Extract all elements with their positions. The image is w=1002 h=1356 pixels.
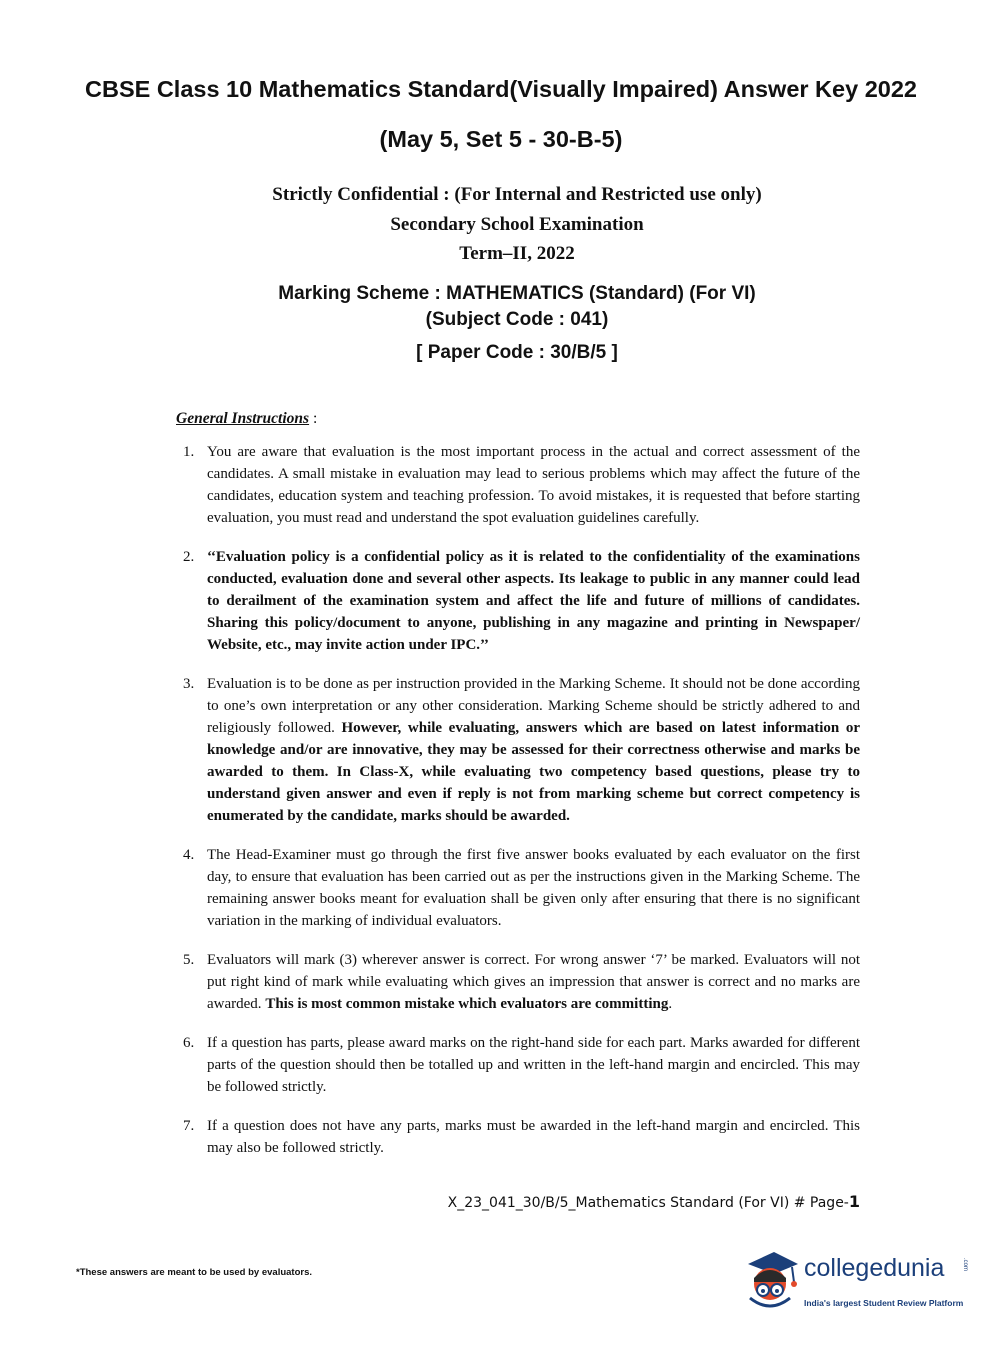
instruction-text: If a question has parts, please award marks on the right-hand side for each part. Marks awarded for different parts of the question should then be totalled up and written in the left-hand margin and encircled. This may be followed strictly. [207, 1035, 860, 1095]
collegedunia-logo-icon [740, 1248, 802, 1310]
instruction-text: You are aware that evaluation is the most important process in the actual and correct assessment of the candidates. A small mistake in evaluation may lead to serious problems which may affect the future of the candidates, education system and teaching profession. To avoid mistakes, it is requested that before starting evaluation, you must read and understand the spot evaluation guidelines carefully. [207, 444, 860, 526]
instruction-text: Evaluation is to be done as per instruction provided in the Marking Scheme. It should not be done according to one’s own interpretation or any other consideration. Marking Scheme should be strictly adhered to and religiously followed. [207, 676, 860, 736]
instruction-number: 2. [183, 549, 195, 565]
paper-code: [ Paper Code : 30/B/5 ] [416, 342, 618, 363]
instruction-text: Evaluators will mark (3) wherever answer is correct. For wrong answer ‘7’ be marked. Evaluators will not put right kind of mark while evaluating which gives an impression that answer is correct and no marks are awarded. [207, 952, 860, 1012]
brand-name: collegedunia [804, 1254, 945, 1282]
brand-domain: .com [962, 1258, 968, 1272]
subject-code: (Subject Code : 041) [425, 309, 609, 330]
instruction-item [176, 673, 860, 827]
instruction-number: 7. [183, 1118, 195, 1134]
instruction-item [176, 1032, 860, 1098]
marking-scheme-block [0, 281, 1002, 333]
instruction-number: 4. [183, 847, 195, 863]
heading-colon: : [309, 410, 318, 427]
instruction-text: If a question does not have any parts, marks must be awarded in the left-hand margin and encircled. This may also be followed strictly. [207, 1118, 860, 1156]
instruction-item [176, 546, 860, 656]
instruction-text-bold: ‘‘Evaluation policy is a confidential policy as it is related to the confidentiality of the examinations conducted, evaluation done and several other aspects. Its leakage to public in any manner could lead to derailment of the examination system and affect the life and future of millions of candidates. Sharing this policy/document to anyone, publishing in any magazine and printing in Newspaper/ Website, etc., may invite action under IPC.’’ [207, 549, 860, 653]
instruction-text: The Head-Examiner must go through the first five answer books evaluated by each evaluator on the first day, to ensure that evaluation has been carried out as per the instructions given in the Marking Scheme. The remaining answer books meant for evaluation shall be given only after ensuring that there is no significant variation in the marking of individual evaluators. [207, 847, 860, 929]
exam-term: Term–II, 2022 [459, 243, 575, 264]
brand-tagline: India's largest Student Review Platform [804, 1298, 964, 1308]
marking-scheme-title: Marking Scheme : MATHEMATICS (Standard) (For VI) [278, 283, 756, 304]
instruction-item [176, 1115, 860, 1159]
instruction-item [176, 844, 860, 932]
confidential-block [0, 180, 1002, 269]
instruction-text-bold: However, while evaluating, answers which are based on latest information or knowledge and/or are innovative, they may be assessed for their correctness otherwise and marks be awarded to them. In Class-X, while evaluating two competency based questions, please try to understand given answer and even if reply is not from marking scheme but correct competency is enumerated by the candidate, marks should be awarded. [207, 720, 861, 824]
instruction-number: 3. [183, 676, 195, 692]
general-instructions-heading [176, 410, 317, 428]
footer-code-text: X_23_041_30/B/5_Mathematics Standard (For VI) # Page- [447, 1195, 849, 1211]
confidential-line: Strictly Confidential : (For Internal and Restricted use only) [272, 184, 762, 205]
instruction-number: 6. [183, 1035, 195, 1051]
instruction-number: 1. [183, 444, 195, 460]
document-title: CBSE Class 10 Mathematics Standard(Visually Impaired) Answer Key 2022 [85, 76, 917, 102]
instruction-text-bold: This is most common mistake which evaluators are committing [265, 996, 669, 1012]
instruction-number: 5. [183, 952, 195, 968]
page-footer [448, 1192, 860, 1211]
instructions-list [176, 441, 860, 1159]
document-subtitle: (May 5, Set 5 - 30-B-5) [379, 126, 623, 152]
instruction-item [176, 441, 860, 529]
general-instructions-label: General Instructions [176, 410, 310, 427]
instruction-item [176, 949, 860, 1015]
evaluator-disclaimer: *These answers are meant to be used by evaluators. [76, 1267, 313, 1278]
collegedunia-brand [740, 1248, 972, 1318]
page-number: 1 [848, 1192, 860, 1211]
instruction-text: . [668, 996, 673, 1012]
exam-name: Secondary School Examination [390, 213, 644, 235]
